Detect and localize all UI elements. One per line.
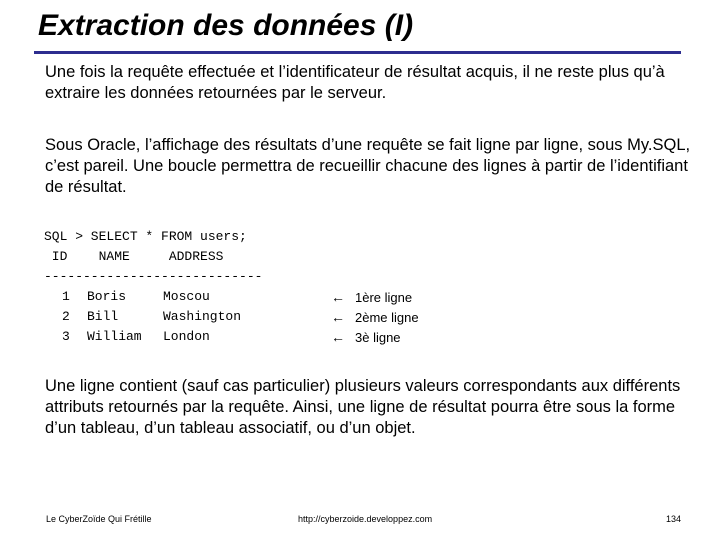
result-header-line: ID NAME ADDRESS <box>44 249 224 264</box>
row-id: 3 <box>62 329 70 344</box>
left-arrow-icon: ← <box>331 309 345 325</box>
left-arrow-icon: ← <box>331 289 345 305</box>
page-number: 134 <box>666 514 682 524</box>
row-address: Washington <box>163 309 242 324</box>
result-row <box>44 287 262 307</box>
paragraph-row-format: Une ligne contient (sauf cas particulier) plusieurs valeurs correspondants aux différents attributs retournés par la requête. Ainsi, une ligne de résultat pourra être sous la forme d’un tableau, d’un tableau associatif, ou d’un objet. <box>45 377 681 437</box>
footer-url: http://cyberzoide.developpez.com <box>298 514 433 524</box>
footer-author: Le CyberZoïde Qui Frétille <box>46 514 152 524</box>
left-arrow-icon: ← <box>331 329 345 345</box>
row-address: Moscou <box>163 289 210 304</box>
result-row <box>44 327 262 347</box>
paragraph-oracle-mysql: Sous Oracle, l’affichage des résultats d’une requête se fait ligne par ligne, sous My.SQL, c’est pareil. Une boucle permettra de recueillir chacune des lignes à partir de l’identifiant de résultat. <box>45 136 691 196</box>
row-annotation-label: 3è ligne <box>355 330 401 345</box>
result-row <box>44 307 262 327</box>
row-annotation <box>331 327 401 348</box>
row-annotation-label: 1ère ligne <box>355 290 413 305</box>
row-name: Boris <box>87 289 127 304</box>
row-annotation <box>331 287 412 308</box>
sql-query-line: SQL > SELECT * FROM users; <box>44 229 247 244</box>
row-id: 2 <box>62 309 70 324</box>
row-annotation-label: 2ème ligne <box>355 310 419 325</box>
sql-code-block <box>44 227 262 347</box>
paragraph-intro: Une fois la requête effectuée et l’identificateur de résultat acquis, il ne reste plus qu’à extraire les données retournées par le serveur. <box>45 63 665 102</box>
slide-title: Extraction des données (I) <box>38 9 414 42</box>
result-separator-line: ---------------------------- <box>44 269 263 284</box>
row-annotation <box>331 307 419 328</box>
row-id: 1 <box>62 289 70 304</box>
title-underline <box>34 51 681 54</box>
row-name: William <box>87 329 142 344</box>
row-name: Bill <box>87 309 119 324</box>
row-address: London <box>163 329 210 344</box>
